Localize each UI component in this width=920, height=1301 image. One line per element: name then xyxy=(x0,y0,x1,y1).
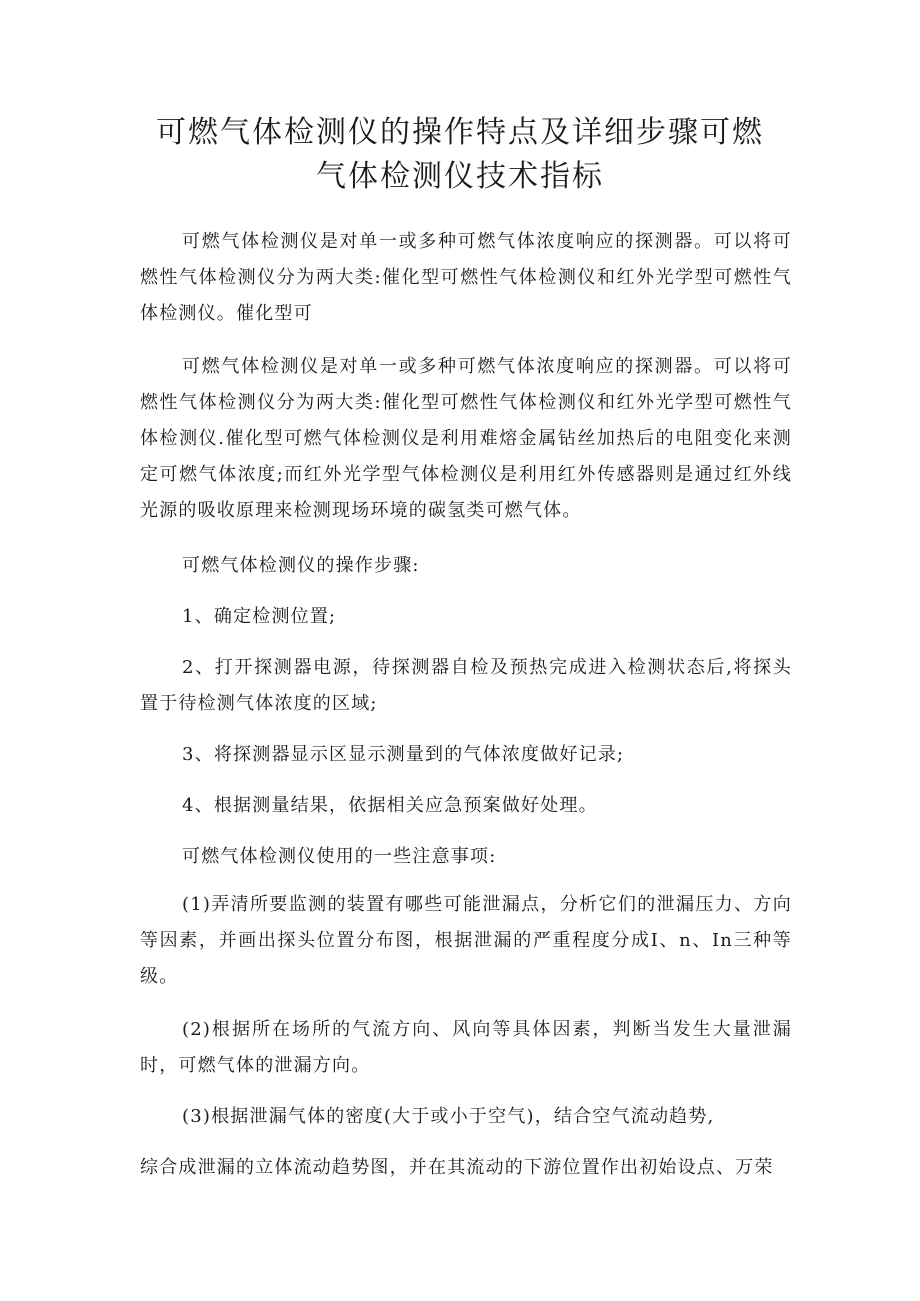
paragraph-step-2: 2、打开探测器电源，待探测器自检及预热完成进入检测状态后,将探头置于待检测气体浓度的区域; xyxy=(140,657,792,714)
document-title-line-1: 可燃气体检测仪的操作特点及详细步骤可燃 xyxy=(156,115,764,150)
paragraph-note-3: (3)根据泄漏气体的密度(大于或小于空气)，结合空气流动趋势, xyxy=(182,1106,715,1127)
paragraph-step-1: 1、确定检测位置; xyxy=(182,606,337,627)
paragraph-note-2: (2)根据所在场所的气流方向、风向等具体因素，判断当发生大量泄漏时，可燃气体的泄漏方向。 xyxy=(140,1019,792,1076)
paragraph-intro-short: 可燃气体检测仪是对单一或多种可燃气体浓度响应的探测器。可以将可燃性气体检测仪分为两大类:催化型可燃性气体检测仪和红外光学型可燃性气体检测仪。催化型可 xyxy=(140,231,792,324)
paragraph-notes-heading: 可燃气体检测仪使用的一些注意事项: xyxy=(182,846,497,867)
paragraph-step-3: 3、将探测器显示区显示测量到的气体浓度做好记录; xyxy=(182,744,625,765)
paragraph-note-3-continued: 综合成泄漏的立体流动趋势图，并在其流动的下游位置作出初始设点、万荣 xyxy=(140,1157,774,1178)
paragraph-note-1: (1)弄清所要监测的装置有哪些可能泄漏点，分析它们的泄漏压力、方向等因素，并画出探头位置分布图，根据泄漏的严重程度分成I、n、In三种等级。 xyxy=(140,894,792,987)
paragraph-intro-full: 可燃气体检测仪是对单一或多种可燃气体浓度响应的探测器。可以将可燃性气体检测仪分为两大类:催化型可燃性气体检测仪和红外光学型可燃性气体检测仪.催化型可燃气体检测仪是利用难熔金属钻丝加热后的电阻变化来测定可燃气体浓度;而红外光学型气体检测仪是利用红外传感器则是通过红外线光源的吸收原理来检测现场环境的碳氢类可燃气体。 xyxy=(140,356,792,521)
document-title-line-2: 气体检测仪技术指标 xyxy=(316,159,604,194)
paragraph-step-4: 4、根据测量结果，依据相关应急预案做好处理。 xyxy=(182,795,598,816)
paragraph-steps-heading: 可燃气体检测仪的操作步骤: xyxy=(182,555,420,576)
